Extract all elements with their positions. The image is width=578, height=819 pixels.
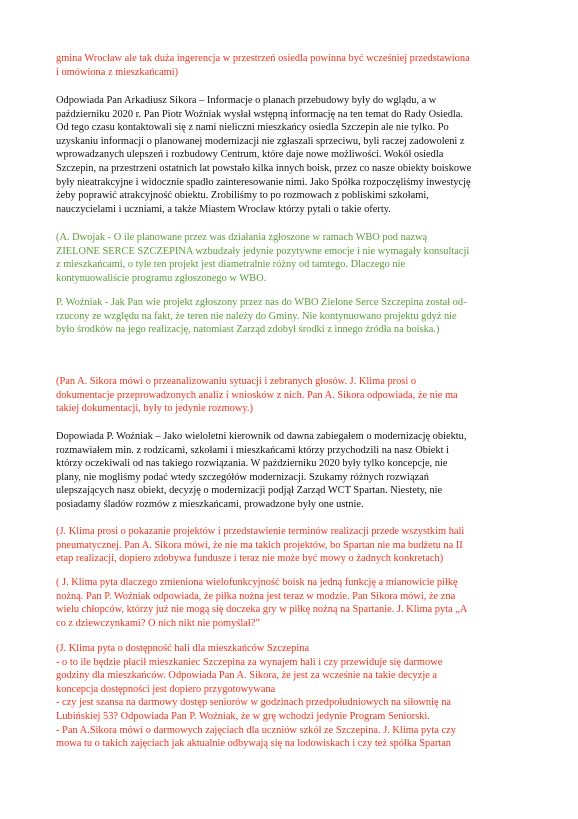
text-line: posiadamy śladów rozmów z mieszkańcami, prowadzone były one ustnie. xyxy=(56,498,364,510)
paragraph-note-red xyxy=(56,52,524,79)
text-line: nożną. Pan P. Woźniak odpowiada, że piłka nożna jest teraz w modzie. Pan Sikora mówi, że zna xyxy=(56,590,456,602)
text-line: pneumatycznej. Pan A. Sikora mówi, że nie ma takich projektów, bo Spartan nie ma budżetu na II xyxy=(56,539,463,551)
text-line: i omówiona z mieszkańcami) xyxy=(56,66,179,78)
text-line: kontynuowaliście programu zgłoszonego w WBO. xyxy=(56,272,267,284)
paragraph-note-football xyxy=(56,576,524,630)
text-line: żeby poprawić atrakcyjność obiektu. Zrobiliśmy to po rozmowach z pobliskimi szkołami, xyxy=(56,190,429,202)
text-line: wielu chłopców, którzy już nie mogą się doczeka gry w piłkę nożną na Spartanie. J. Klima pyta „A xyxy=(56,604,468,616)
paragraph-response-wozniak xyxy=(56,296,524,337)
text-line: rzucony ze względu na fakt, że teren nie należy do Gminy. Nie kontynuowano projektu gdyż nie xyxy=(56,310,457,322)
text-line: ulepszających nasz obiekt, decyzję o modernizacji podjął Zarząd WCT Spartan. Niestety, nie xyxy=(56,485,443,497)
paragraph-response-sikora xyxy=(56,94,524,216)
text-line: (A. Dwojak - O ile planowane przez was działania zgłoszone w ramach WBO pod nazwą xyxy=(56,232,428,243)
text-line: rozmawiałem min. z rodzicami, szkołami i mieszkańcami którzy przychodzili na nasz Obiekt i xyxy=(56,444,449,456)
paragraph-note-hall-access xyxy=(56,642,524,751)
text-line: gmina Wrocław ale tak duża ingerencja w przestrzeń osiedla powinna być wcześniej przedstawiona xyxy=(56,53,470,64)
text-line: plany, nie mogliśmy podać wtedy szczegółów modernizacji. Szukamy różnych rozwiązań xyxy=(56,471,429,483)
paragraph-response-wozniak-modernization xyxy=(56,430,524,512)
text-line: wprowadzanych ulepszeń i rozbudowy Centrum, które daje nowe możliwości. Wokół osiedla xyxy=(56,149,444,161)
text-line: nauczycielami i uczniami, a także Miastem Wrocław którzy pytali o takie oferty. xyxy=(56,203,391,215)
text-line: były nieatrakcyjne i widocznie spadło zainteresowanie nimi. Jako Spółka rozpoczęliśmy inwestycję xyxy=(56,176,471,188)
text-line: godziny dla mieszkańców. Odpowiada Pan A. Sikora, że jest za wcześnie na takie decyzje a xyxy=(56,670,438,682)
paragraph-question-dwojak xyxy=(56,231,524,285)
text-line: - o to ile będzie płacił mieszkaniec Szczepina za wynajem hali i czy przewiduje się darmowe xyxy=(56,656,443,668)
paragraph-note-projects xyxy=(56,525,524,566)
text-line: Dopowiada P. Woźniak – Jako wieloletni kierownik od dawna zabiegałem o modernizację obiektu, xyxy=(56,431,467,442)
text-line: październiku 2020 r. Pan Piotr Woźniak wysłał wstępną informację na ten temat do Rady Osiedla. xyxy=(56,108,463,120)
text-line: Od tego czasu kontaktowali się z nami nieliczni mieszkańcy osiedla Szczepin ale nie tylko. Po xyxy=(56,122,449,134)
text-line: takiej dokumentacji, były to jedynie rozmowy.) xyxy=(56,403,253,415)
text-line: mowa tu o takich zajęciach jak aktualnie odbywają się na lodowiskach i czy też spółka Spartan xyxy=(56,738,451,750)
paragraph-note-sikora-analysis xyxy=(56,375,524,416)
text-line: Odpowiada Pan Arkadiusz Sikora – Informacje o planach przebudowy były do wglądu, a w xyxy=(56,95,437,106)
text-line: Lubińskiej 53? Odpowiada Pan P. Woźniak, że w grę wchodzi jedynie Program Seniorski. xyxy=(56,710,430,722)
text-line: uzyskaniu informacji o planowanej modernizacji nie zgłaszali sprzeciwu, byli raczej zadowoleni z xyxy=(56,135,465,147)
text-line: ( J. Klima pyta dlaczego zmieniona wielofunkcyjność boisk na jedną funkcję a mianowicie piłkę xyxy=(56,577,458,588)
text-line: z mieszkańcami, o tyle ten projekt jest diametralnie różny od tamtego. Dlaczego nie xyxy=(56,259,406,271)
text-line: (Pan A. Sikora mówi o przeanalizowaniu sytuacji i zebranych głosów. J. Klima prosi o xyxy=(56,376,417,387)
text-line: P. Woźniak - Jak Pan wie projekt zgłoszony przez nas do WBO Zielone Serce Szczepina został od- xyxy=(56,297,467,308)
text-line: było środków na jego realizację, natomiast Zarząd zdobył środki z innego źródła na boiska.) xyxy=(56,324,440,336)
text-line: którzy oczekiwali od nas takiego rozwiązania. W październiku 2020 były tylko koncepcje, nie xyxy=(56,458,448,470)
text-line: (J. Klima pyta o dostępność hali dla mieszkańców Szczepina xyxy=(56,643,310,654)
text-line: koncepcja dostępności jest dopiero przygotowywana xyxy=(56,683,276,695)
text-line: ZIELONE SERCE SZCZEPINA wzbudzały jedynie pozytywne emocje i nie wymagały konsultacji xyxy=(56,245,470,257)
text-line: dokumentacje przeprowadzonych analiz i wniosków z nich. Pan A. Sikora odpowiada, że nie ma xyxy=(56,389,458,401)
text-line: - Pan A.Sikora mówi o darmowych zajęciach dla uczniów szkół ze Szczepina. J. Klima pyta czy xyxy=(56,724,456,736)
text-line: (J. Klima prosi o pokazanie projektów i przedstawienie terminów realizacji przede wszystkim hali xyxy=(56,526,465,537)
text-line: etap realizacji, dopiero zdobywa fundusze i teraz nie może być mowy o żadnych konkretach) xyxy=(56,553,444,565)
text-line: co z dziewczynkami? O nich nikt nie pomyślał?” xyxy=(56,617,260,629)
text-line: Szczepin, na przestrzeni ostatnich lat powstało kilka innych boisk, przez co nasze obiekty boiskowe xyxy=(56,162,472,174)
text-line: - czy jest szansa na darmowy dostęp seniorów w godzinach przedpołudniowych na siłownię na xyxy=(56,697,452,709)
